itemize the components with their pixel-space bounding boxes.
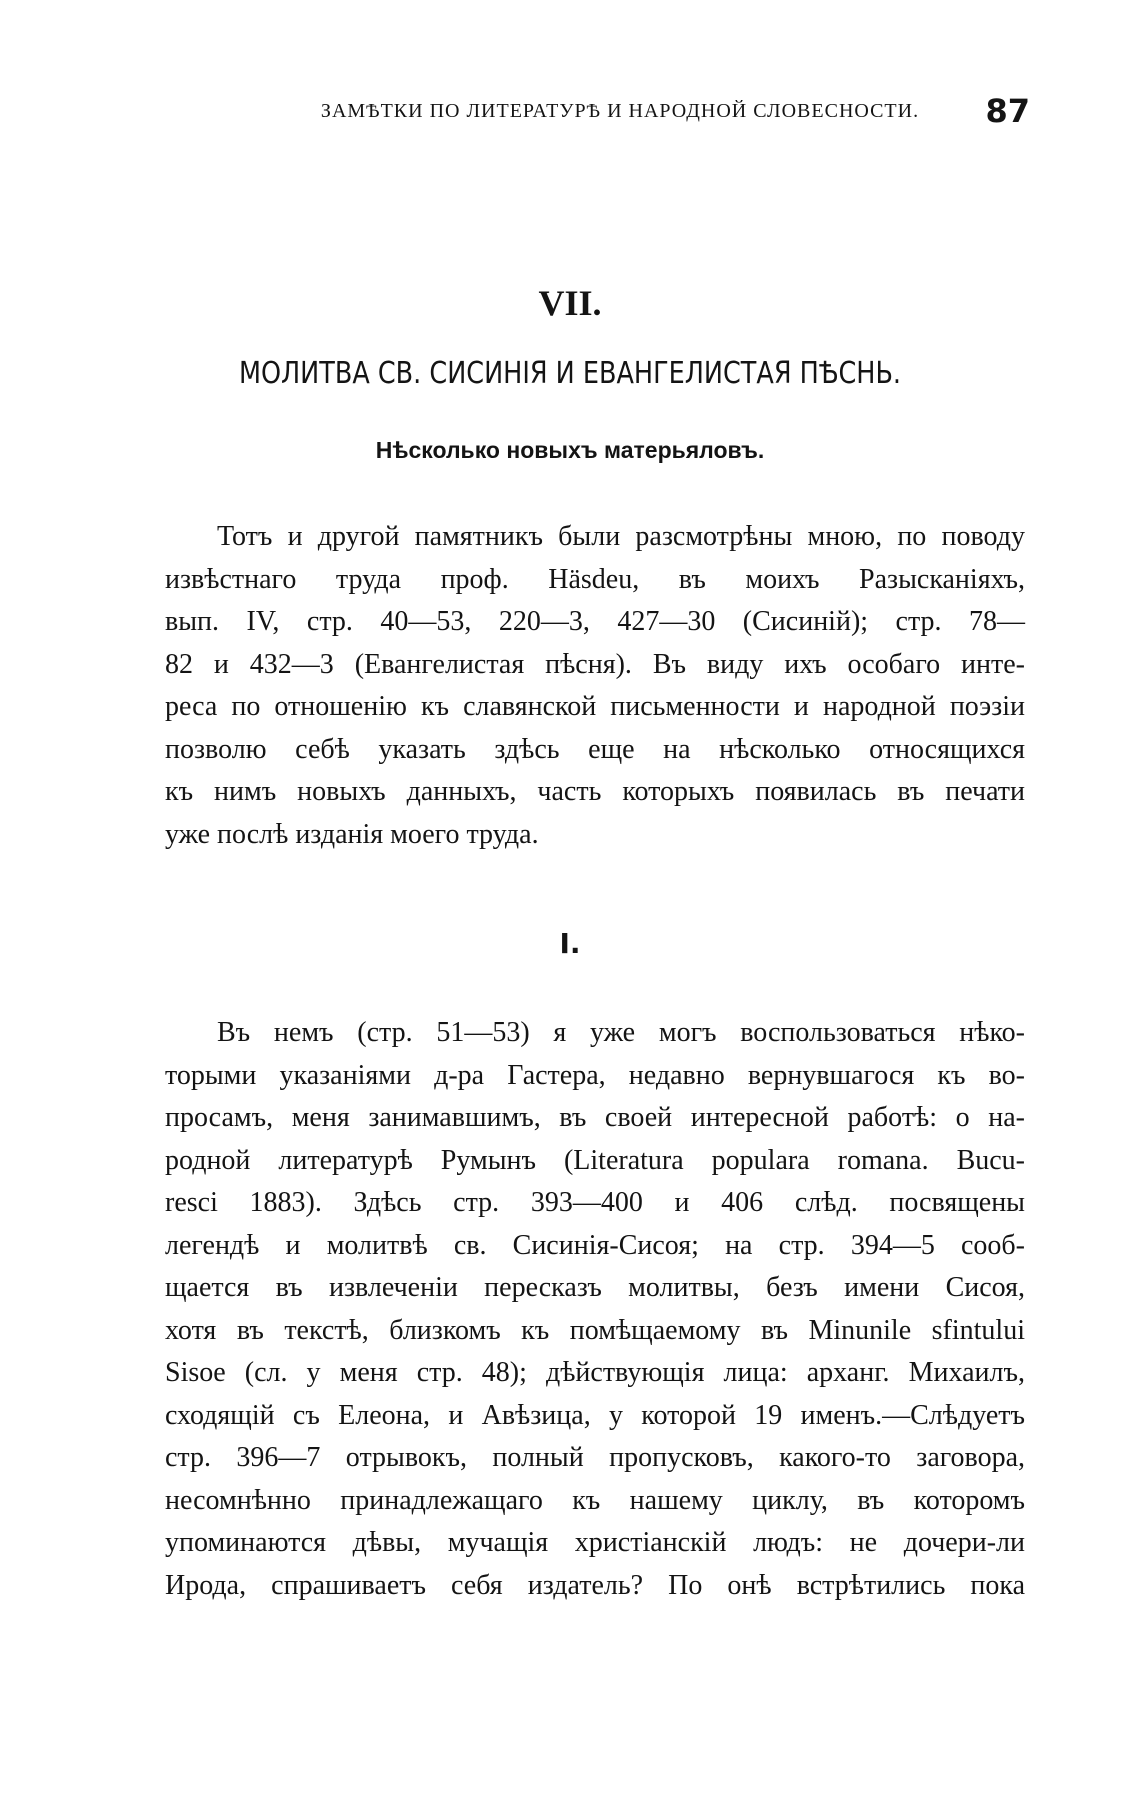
text-line: стр. 396—7 отрывокъ, полный пропусковъ, какого-то заговора, [165, 1442, 1025, 1473]
text-line: легендѣ и молитвѣ св. Сисинія-Сисоя; на стр. 394—5 сооб- [165, 1229, 1025, 1261]
text-line: 82 и 432—3 (Евангелистая пѣсня). Въ виду ихъ особаго инте- [165, 648, 1025, 680]
intro-paragraph [165, 516, 1025, 856]
text-line: позволю себѣ указать здѣсь еще на нѣсколько относящихся [165, 733, 1025, 765]
text-line: Sisoe (сл. у меня стр. 48); дѣйствующія лица: арханг. Михаилъ, [165, 1357, 1025, 1388]
text-line: resci 1883). Здѣсь стр. 393—400 и 406 слѣд. посвящены [165, 1187, 1025, 1218]
text-line: уже послѣ изданія моего труда. [165, 818, 539, 850]
text-line: Тотъ и другой памятникъ были разсмотрѣны мною, по поводу [217, 521, 1025, 552]
running-title: ЗАМѢТКИ ПО ЛИТЕРАТУРѢ И НАРОДНОЙ СЛОВЕСНОСТИ. [320, 100, 920, 122]
text-line: Въ немъ (стр. 51—53) я уже могъ воспользоваться нѣко- [217, 1017, 1025, 1048]
text-line: несомнѣнно принадлежащаго къ нашему циклу, въ которомъ [165, 1484, 1025, 1516]
text-line: сходящій съ Елеона, и Авѣзица, у которой 19 именъ.—Слѣдуетъ [165, 1399, 1025, 1431]
text-line: упоминаются дѣвы, мучащія христіанскій людъ: не дочери-ли [165, 1527, 1025, 1558]
chapter-number: VII. [538, 283, 602, 323]
section-number: I. [559, 927, 581, 960]
text-line: щается въ извлеченіи пересказъ молитвы, безъ имени Сисоя, [165, 1272, 1025, 1303]
text-line: хотя въ текстѣ, близкомъ къ помѣщаемому въ Minunile sfintului [165, 1314, 1025, 1346]
text-line: родной литературѣ Румынъ (Literatura populara romana. Bucu- [165, 1144, 1025, 1176]
text-line: реса по отношенію къ славянской письменности и народной поэзіи [165, 691, 1025, 722]
text-line: торыми указаніями д-ра Гастера, недавно вернувшагося къ во- [165, 1059, 1025, 1091]
section-paragraph [165, 1012, 1025, 1607]
page-number: 87 [985, 92, 1030, 130]
text-line: Ирода, спрашиваетъ себя издатель? По онѣ встрѣтились пока [165, 1569, 1025, 1601]
chapter-title: МОЛИТВА СВ. СИСИНІЯ И ЕВАНГЕЛИСТАЯ ПѢСНЬ. [238, 356, 902, 391]
chapter-subtitle: Нѣсколько новыхъ матерьяловъ. [375, 437, 765, 463]
text-line: извѣстнаго труда проф. Häsdeu, въ моихъ Разысканіяхъ, [165, 563, 1025, 595]
text-line: просамъ, меня занимавшимъ, въ своей интересной работѣ: о на- [165, 1102, 1025, 1133]
text-line: къ нимъ новыхъ данныхъ, часть которыхъ появилась въ печати [165, 776, 1025, 807]
running-head [150, 92, 1030, 142]
text-line: вып. IV, стр. 40—53, 220—3, 427—30 (Сисиній); стр. 78— [165, 606, 1025, 637]
